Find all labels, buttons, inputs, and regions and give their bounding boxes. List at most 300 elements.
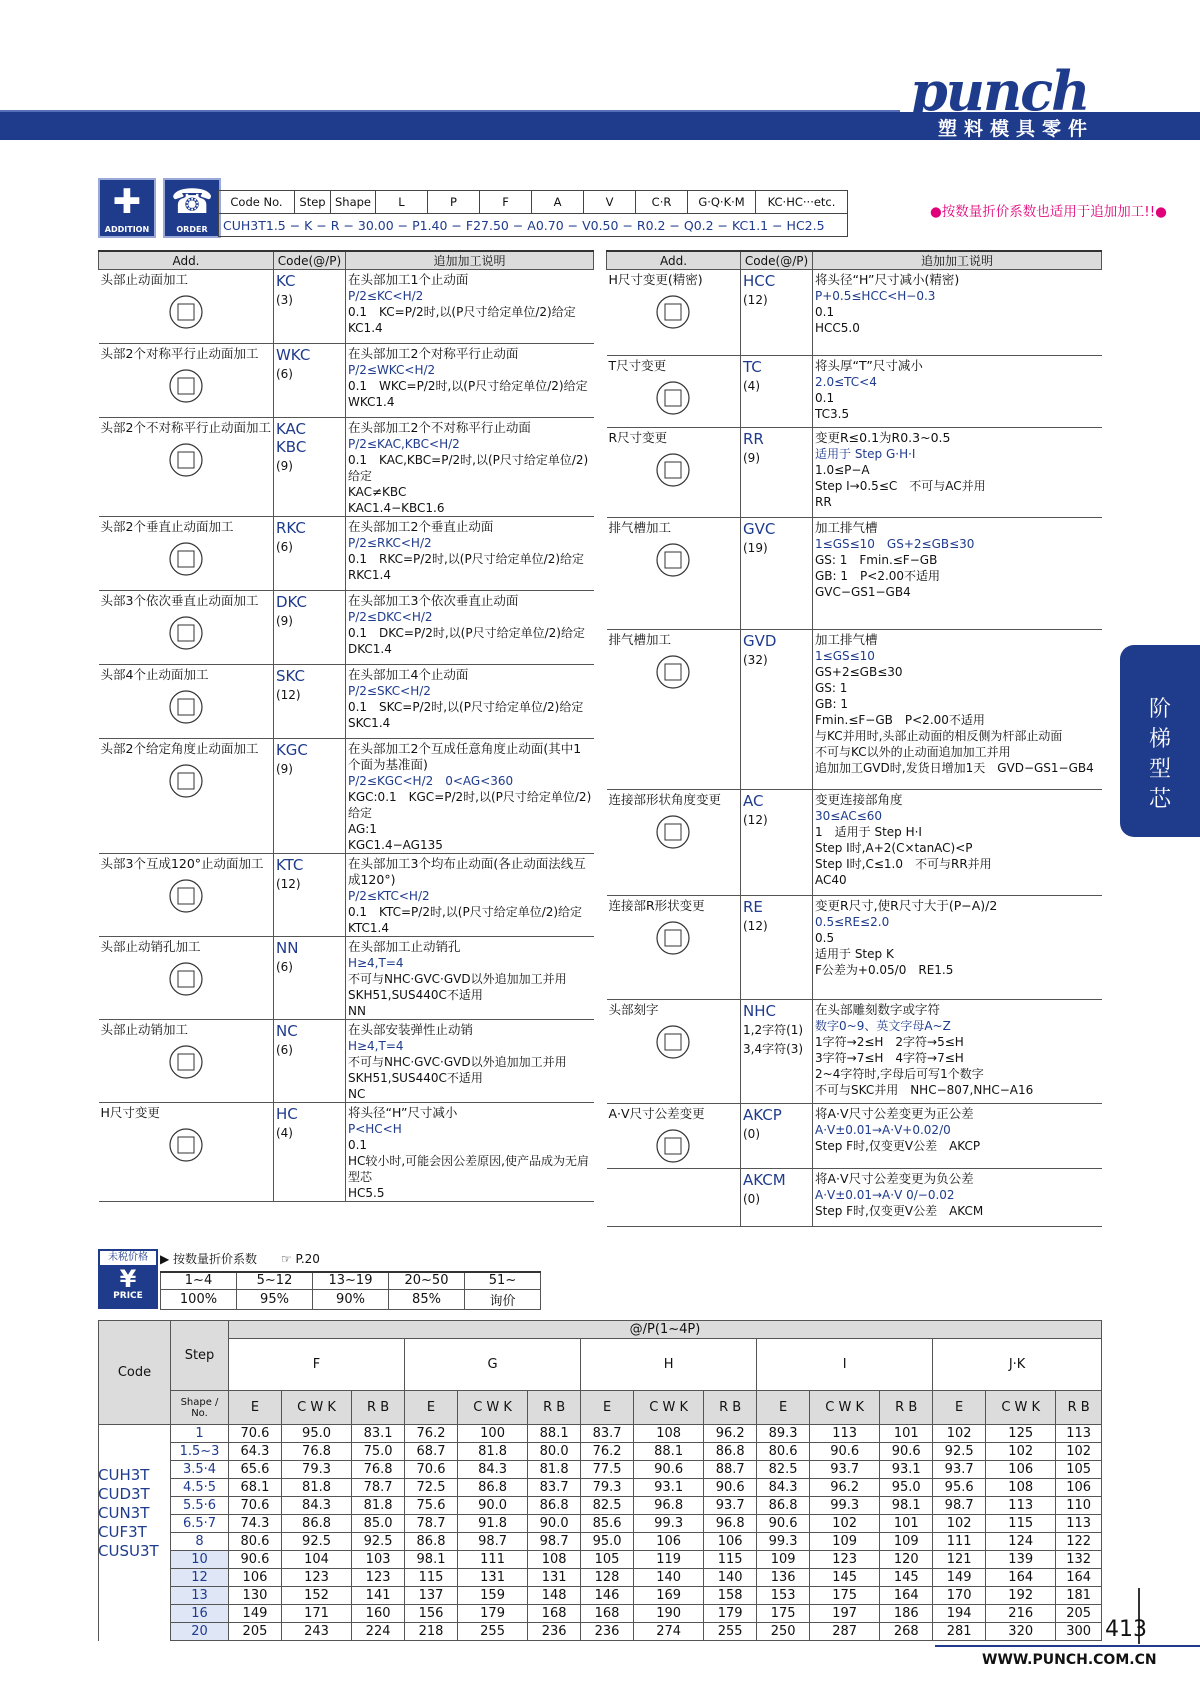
addition-qty: (9) (275, 762, 293, 776)
addition-name-cell (99, 739, 274, 854)
price-value: 98.7 (933, 1497, 986, 1515)
price-value: 250 (757, 1623, 810, 1641)
price-value: 186 (880, 1605, 933, 1623)
discount-note: ●按数量折价系数也适用于追加加工!!● (930, 204, 1167, 220)
addition-name-cell (607, 1104, 741, 1169)
shape-subtype: C W K (634, 1391, 704, 1425)
addition-row (607, 1169, 1102, 1227)
addition-desc-cell (813, 428, 1102, 518)
addition-desc-cell (813, 1000, 1102, 1104)
code-header-8: C·R (636, 191, 688, 214)
sidebar-label (1120, 695, 1200, 815)
price-value: 205 (1056, 1605, 1102, 1623)
addition-table-left (98, 250, 594, 1202)
price-row (99, 1497, 1102, 1515)
step-value: 3.5·4 (171, 1461, 229, 1479)
price-value: 145 (880, 1569, 933, 1587)
price-value: 156 (405, 1605, 458, 1623)
desc-line: 0.1 KTC=P/2时,以(P尺寸给定单位/2)给定 (347, 905, 583, 919)
addition-code-cell (273, 591, 345, 665)
desc-line: DKC1.4 (347, 642, 392, 656)
addition-row (607, 1000, 1102, 1104)
price-row (99, 1479, 1102, 1497)
price-value: 86.8 (704, 1443, 757, 1461)
price-value: 104 (281, 1551, 351, 1569)
price-value: 148 (528, 1587, 581, 1605)
desc-line: A·V±0.01→A·V+0.02/0 (815, 1123, 951, 1137)
desc-line: 0.1 RKC=P/2时,以(P尺寸给定单位/2)给定 (347, 552, 585, 566)
addition-name: 头部刻字 (608, 1002, 659, 1017)
addition-qty: (12) (743, 813, 768, 827)
price-value: 106 (229, 1569, 282, 1587)
price-value: 93.7 (810, 1461, 880, 1479)
code-header-2: Shape (331, 191, 376, 214)
price-value: 95.0 (880, 1479, 933, 1497)
price-value: 81.8 (457, 1443, 527, 1461)
desc-line: WKC1.4 (347, 395, 395, 409)
addition-name-cell (99, 937, 274, 1020)
desc-line: 在头部加工3个均布止动面(各止动面法线互成120°) (347, 856, 586, 887)
addition-qty: (0) (743, 1127, 760, 1141)
price-value: 90.6 (880, 1443, 933, 1461)
price-value: 131 (528, 1569, 581, 1587)
price-value: 96.8 (704, 1515, 757, 1533)
addition-name-cell (99, 1020, 274, 1103)
re6-diagram (623, 916, 723, 960)
price-value: 68.1 (229, 1479, 282, 1497)
price-value: 93.1 (634, 1479, 704, 1497)
addition-row (99, 270, 594, 344)
logo-subtitle: 塑料模具零件 (938, 118, 1095, 140)
desc-line: 与KC并用时,头部止动面的相反侧为杆部止动面 (815, 729, 1063, 743)
price-value: 70.6 (405, 1461, 458, 1479)
addition-name-cell (99, 854, 274, 937)
desc-line: 变更R≤0.1为R0.3~0.5 (815, 430, 951, 445)
price-value: 78.7 (352, 1479, 405, 1497)
price-value: 80.0 (528, 1443, 581, 1461)
shape-subtype: E (405, 1391, 458, 1425)
price-value: 98.7 (528, 1533, 581, 1551)
price-value: 99.3 (634, 1515, 704, 1533)
price-value: 125 (986, 1425, 1056, 1443)
phone-icon: ☎ (170, 182, 214, 222)
price-value: 124 (986, 1533, 1056, 1551)
price-value: 123 (281, 1569, 351, 1587)
price-value: 92.5 (352, 1533, 405, 1551)
price-value: 90.6 (634, 1461, 704, 1479)
addition-row (607, 1104, 1102, 1169)
desc-line: 0.1 DKC=P/2时,以(P尺寸给定单位/2)给定 (347, 626, 585, 640)
discount-qty: 1~4 (161, 1272, 237, 1289)
price-value: 95.0 (581, 1533, 634, 1551)
price-value: 123 (810, 1551, 880, 1569)
addition-code: KGC (275, 741, 308, 759)
price-value: 105 (1056, 1461, 1102, 1479)
sidebar-tab[interactable] (1120, 645, 1200, 837)
addition-code: AKCP (743, 1106, 782, 1124)
price-value: 115 (986, 1515, 1056, 1533)
price-sub-row (99, 1391, 1102, 1425)
shape-subtype: R B (1056, 1391, 1102, 1425)
code-header-3: L (376, 191, 428, 214)
desc-line: P/2≤SKC<H/2 (347, 684, 431, 698)
price-value: 136 (757, 1569, 810, 1587)
price-value: 140 (704, 1569, 757, 1587)
price-value: 192 (986, 1587, 1056, 1605)
desc-line: 不可与NHC·GVC·GVD以外追加加工并用 (347, 972, 567, 986)
addition-name: 头部2个给定角度止动面加工 (100, 741, 259, 756)
price-value: 80.6 (757, 1443, 810, 1461)
discount-qty: 51~ (465, 1272, 541, 1289)
kc0-diagram (136, 290, 236, 334)
desc-line: HCC5.0 (815, 321, 860, 335)
desc-line: NN (347, 1004, 366, 1018)
shape-subtype: E (933, 1391, 986, 1425)
shape-subtype: E (757, 1391, 810, 1425)
shape-subtype: E (229, 1391, 282, 1425)
desc-line: A·V±0.01→A·V 0/−0.02 (815, 1188, 955, 1202)
price-value: 82.5 (757, 1461, 810, 1479)
step-value: 1 (171, 1425, 229, 1443)
addition-name-cell (607, 428, 741, 518)
price-value: 75.0 (352, 1443, 405, 1461)
desc-line: P/2≤KAC,KBC<H/2 (347, 437, 460, 451)
addition-name-cell (607, 270, 741, 356)
price-value: 169 (634, 1587, 704, 1605)
addition-code: NN (275, 939, 299, 957)
price-value: 236 (528, 1623, 581, 1641)
price-value: 101 (880, 1515, 933, 1533)
price-value: 159 (457, 1587, 527, 1605)
price-value: 76.8 (352, 1461, 405, 1479)
shape-subtype: C W K (986, 1391, 1056, 1425)
addition-row (99, 344, 594, 418)
ac5-diagram (623, 810, 723, 854)
addition-qty: (6) (275, 540, 293, 554)
nn8-diagram (136, 957, 236, 1001)
addition-row (607, 428, 1102, 518)
product-code: CUN3T (98, 1504, 150, 1522)
price-value: 83.7 (528, 1479, 581, 1497)
desc-line: 在头部加工3个依次垂直止动面 (347, 593, 519, 608)
addition-code-cell (741, 630, 813, 790)
addition-name-cell (607, 790, 741, 896)
price-value: 102 (1056, 1443, 1102, 1461)
desc-line: 30≤AC≤60 (815, 809, 883, 823)
addition-name: 头部止动销加工 (100, 1022, 189, 1037)
desc-line: P/2≤KC<H/2 (347, 289, 424, 303)
discount-ref[interactable]: P.20 (295, 1252, 320, 1266)
addition-row (99, 418, 594, 517)
addition-code: RR (743, 430, 764, 448)
price-value: 300 (1056, 1623, 1102, 1641)
code-header-10: KC·HC···etc. (756, 191, 848, 214)
addition-code: GVD (743, 632, 777, 650)
addition-name-cell (99, 591, 274, 665)
price-value: 105 (581, 1551, 634, 1569)
addition-row (99, 937, 594, 1020)
desc-line: 0.1 KAC,KBC=P/2时,以(P尺寸给定单位/2)给定 (347, 453, 589, 483)
akcp8-diagram (623, 1124, 723, 1168)
shape-subtype: C W K (281, 1391, 351, 1425)
price-value: 179 (704, 1605, 757, 1623)
addition-qty: 1,2字符(1) 3,4字符(3) (743, 1023, 804, 1056)
addition-code: GVC (743, 520, 776, 538)
logo-word: punch (910, 59, 1089, 123)
price-value: 68.7 (405, 1443, 458, 1461)
desc-line: 在头部加工2个垂直止动面 (347, 519, 494, 534)
addition-qty: (9) (275, 459, 293, 473)
price-table (98, 1320, 1102, 1641)
desc-line: 变更连接部角度 (815, 792, 903, 807)
addition-code-cell (273, 665, 345, 739)
price-value: 102 (933, 1515, 986, 1533)
addition-code: SKC (275, 667, 305, 685)
col-desc: 追加加工说明 (345, 251, 593, 270)
price-value: 130 (229, 1587, 282, 1605)
col-desc: 追加加工说明 (813, 251, 1102, 270)
price-value: 103 (352, 1551, 405, 1569)
price-value: 74.3 (229, 1515, 282, 1533)
price-value: 90.6 (757, 1515, 810, 1533)
addition-name-cell (99, 517, 274, 591)
addition-name-cell (99, 1103, 274, 1202)
sidebar-char: 型 (1148, 757, 1171, 782)
discount-rate: 90% (313, 1289, 389, 1309)
price-value: 76.2 (581, 1443, 634, 1461)
price-value: 76.8 (281, 1443, 351, 1461)
addition-qty: (0) (743, 1192, 760, 1206)
addition-code-cell (273, 1103, 345, 1202)
shape-subtype: R B (880, 1391, 933, 1425)
addition-badge (98, 178, 156, 238)
code-example-table (218, 190, 848, 237)
price-value: 96.2 (704, 1425, 757, 1443)
price-value: 101 (880, 1425, 933, 1443)
desc-line: 不可与NHC·GVC·GVD以外追加加工并用 (347, 1055, 567, 1069)
desc-line: 在头部加工2个对称平行止动面 (347, 346, 519, 361)
desc-line: KC1.4 (347, 321, 383, 335)
price-row (99, 1587, 1102, 1605)
desc-line: 将头径“H”尺寸减小 (347, 1105, 458, 1120)
price-value: 194 (933, 1605, 986, 1623)
price-value: 86.8 (528, 1497, 581, 1515)
desc-line: P/2≤RKC<H/2 (347, 536, 432, 550)
desc-line: Step I时,C≤1.0 不可与RR并用 (815, 857, 992, 871)
addition-code-cell (273, 344, 345, 418)
code-header-5: F (480, 191, 532, 214)
addition-name-cell (99, 270, 274, 344)
price-value: 224 (352, 1623, 405, 1641)
addition-row (607, 630, 1102, 790)
price-value: 79.3 (281, 1461, 351, 1479)
rkc3-diagram (136, 537, 236, 581)
price-value: 85.6 (581, 1515, 634, 1533)
price-value: 88.1 (528, 1425, 581, 1443)
shape-no-header: Shape / No. (171, 1391, 229, 1425)
code-header-0: Code No. (219, 191, 295, 214)
price-value: 164 (986, 1569, 1056, 1587)
desc-line: 0.1 WKC=P/2时,以(P尺寸给定单位/2)给定 (347, 379, 588, 393)
addition-desc-cell (813, 1104, 1102, 1169)
desc-line: 1≤GS≤10 GS+2≤GB≤30 (815, 537, 975, 551)
price-value: 95.6 (933, 1479, 986, 1497)
desc-line: 0.5≤RE≤2.0 (815, 915, 890, 929)
price-value: 255 (457, 1623, 527, 1641)
price-value: 170 (933, 1587, 986, 1605)
addition-name-cell (607, 518, 741, 630)
price-value: 120 (880, 1551, 933, 1569)
addition-code: KC (275, 272, 296, 290)
desc-line: GS+2≤GB≤30 (815, 665, 903, 679)
desc-line: AC40 (815, 873, 847, 887)
desc-line: 在头部加工2个不对称平行止动面 (347, 420, 531, 435)
addition-name: R尺寸变更 (608, 430, 668, 445)
yen-icon: ¥ (119, 1265, 137, 1293)
price-value: 111 (457, 1551, 527, 1569)
price-value: 102 (986, 1443, 1056, 1461)
step-value: 16 (171, 1605, 229, 1623)
price-value: 106 (634, 1533, 704, 1551)
footer-url[interactable]: WWW.PUNCH.COM.CN (982, 1652, 1157, 1668)
step-value: 8 (171, 1533, 229, 1551)
addition-name: 头部2个对称平行止动面加工 (100, 346, 259, 361)
desc-line: 1.0≤P−A (815, 463, 870, 477)
desc-line: HC较小时,可能会因公差原因,使产品成为无肩型芯 (347, 1154, 590, 1184)
price-value: 65.6 (229, 1461, 282, 1479)
price-badge (98, 1249, 158, 1309)
addition-table-right (606, 250, 1102, 1227)
addition-name-cell (607, 356, 741, 428)
price-value: 110 (1056, 1497, 1102, 1515)
addition-name: 头部2个不对称平行止动面加工 (100, 420, 271, 435)
discount-qty: 20~50 (389, 1272, 465, 1289)
addition-qty: (9) (275, 614, 293, 628)
price-value: 70.6 (229, 1497, 282, 1515)
price-value: 86.8 (281, 1515, 351, 1533)
discount-rate: 100% (161, 1289, 237, 1309)
price-value: 85.0 (352, 1515, 405, 1533)
price-value: 111 (933, 1533, 986, 1551)
addition-code-cell (741, 896, 813, 1000)
code-header-9: G·Q·K·M (688, 191, 756, 214)
addition-desc-cell (813, 270, 1102, 356)
price-value: 89.3 (757, 1425, 810, 1443)
discount-rate: 询价 (465, 1289, 541, 1309)
gvd4-diagram (623, 650, 723, 694)
price-value: 132 (1056, 1551, 1102, 1569)
price-value: 88.7 (704, 1461, 757, 1479)
addition-qty: (4) (275, 1126, 293, 1140)
addition-desc-cell (345, 517, 593, 591)
code-header-4: P (428, 191, 480, 214)
price-value: 122 (1056, 1533, 1102, 1551)
kackbc2-diagram (136, 438, 236, 482)
price-value: 86.8 (457, 1479, 527, 1497)
desc-line: 加工排气槽 (815, 632, 878, 647)
addition-qty: (12) (275, 877, 301, 891)
desc-line: 数字0~9、英文字母A~Z (815, 1019, 951, 1033)
nhc7-diagram (623, 1020, 723, 1064)
discount-label: ▶ 按数量折价系数 (160, 1252, 258, 1266)
desc-line: P/2≤DKC<H/2 (347, 610, 433, 624)
desc-line: KTC1.4 (347, 921, 389, 935)
addition-code-cell (741, 1104, 813, 1169)
price-row (99, 1623, 1102, 1641)
price-value: 123 (352, 1569, 405, 1587)
price-value: 146 (581, 1587, 634, 1605)
addition-name: A·V尺寸公差变更 (608, 1106, 705, 1121)
price-value: 218 (405, 1623, 458, 1641)
price-value: 320 (986, 1623, 1056, 1641)
shape-group-J·K: J·K (933, 1339, 1102, 1391)
addition-desc-cell (345, 1020, 593, 1103)
price-value: 236 (581, 1623, 634, 1641)
addition-qty: (6) (275, 960, 293, 974)
addition-qty: (6) (275, 367, 293, 381)
desc-line: P<HC<H (347, 1122, 402, 1136)
desc-line: 在头部加工止动销孔 (347, 939, 461, 954)
shape-subtype: E (581, 1391, 634, 1425)
addition-name: 排气槽加工 (608, 632, 672, 647)
dkc4-diagram (136, 611, 236, 655)
price-value: 84.3 (281, 1497, 351, 1515)
desc-line: 在头部加工2个互成任意角度止动面(其中1个面为基准面) (347, 741, 582, 772)
price-row (99, 1533, 1102, 1551)
price-row (99, 1605, 1102, 1623)
hc10-diagram (136, 1123, 236, 1167)
page-number: 413 (1105, 1617, 1147, 1642)
addition-code-cell (741, 1169, 813, 1227)
code-header-1: Step (295, 191, 331, 214)
price-label-bottom: PRICE (113, 1291, 143, 1301)
addition-name-cell (99, 665, 274, 739)
addition-desc-cell (345, 937, 593, 1020)
addition-label: ADDITION (104, 225, 150, 234)
addition-qty: (32) (743, 653, 768, 667)
sidebar-char: 梯 (1148, 727, 1171, 752)
price-value: 121 (933, 1551, 986, 1569)
discount-qty: 5~12 (237, 1272, 313, 1289)
price-value: 72.5 (405, 1479, 458, 1497)
shape-group-I: I (757, 1339, 933, 1391)
addition-name-cell (99, 344, 274, 418)
desc-line: 追加加工GVD时,发货日增加1天 GVD−GS1−GB4 (815, 761, 1094, 775)
price-row (99, 1443, 1102, 1461)
addition-desc-cell (813, 630, 1102, 790)
addition-row (99, 854, 594, 937)
desc-line: NC (347, 1087, 366, 1101)
addition-row (99, 1020, 594, 1103)
addition-qty: (6) (275, 1043, 293, 1057)
price-value: 175 (810, 1587, 880, 1605)
price-value: 83.7 (581, 1425, 634, 1443)
desc-line: Step I时,A+2(C×tanAC)<P (815, 841, 973, 855)
code-col-header: Code (99, 1321, 171, 1425)
addition-name: 连接部R形状变更 (608, 898, 705, 913)
addition-name: H尺寸变更 (100, 1105, 160, 1120)
addition-code: TC (743, 358, 762, 376)
price-value: 168 (581, 1605, 634, 1623)
desc-line: GS: 1 (815, 681, 848, 695)
addition-code-cell (273, 1020, 345, 1103)
desc-line: F公差为+0.05/0 RE1.5 (815, 963, 954, 977)
price-value: 109 (880, 1533, 933, 1551)
addition-code-cell (273, 854, 345, 937)
price-value: 83.1 (352, 1425, 405, 1443)
discount-table (160, 1271, 541, 1310)
addition-code: RE (743, 898, 763, 916)
